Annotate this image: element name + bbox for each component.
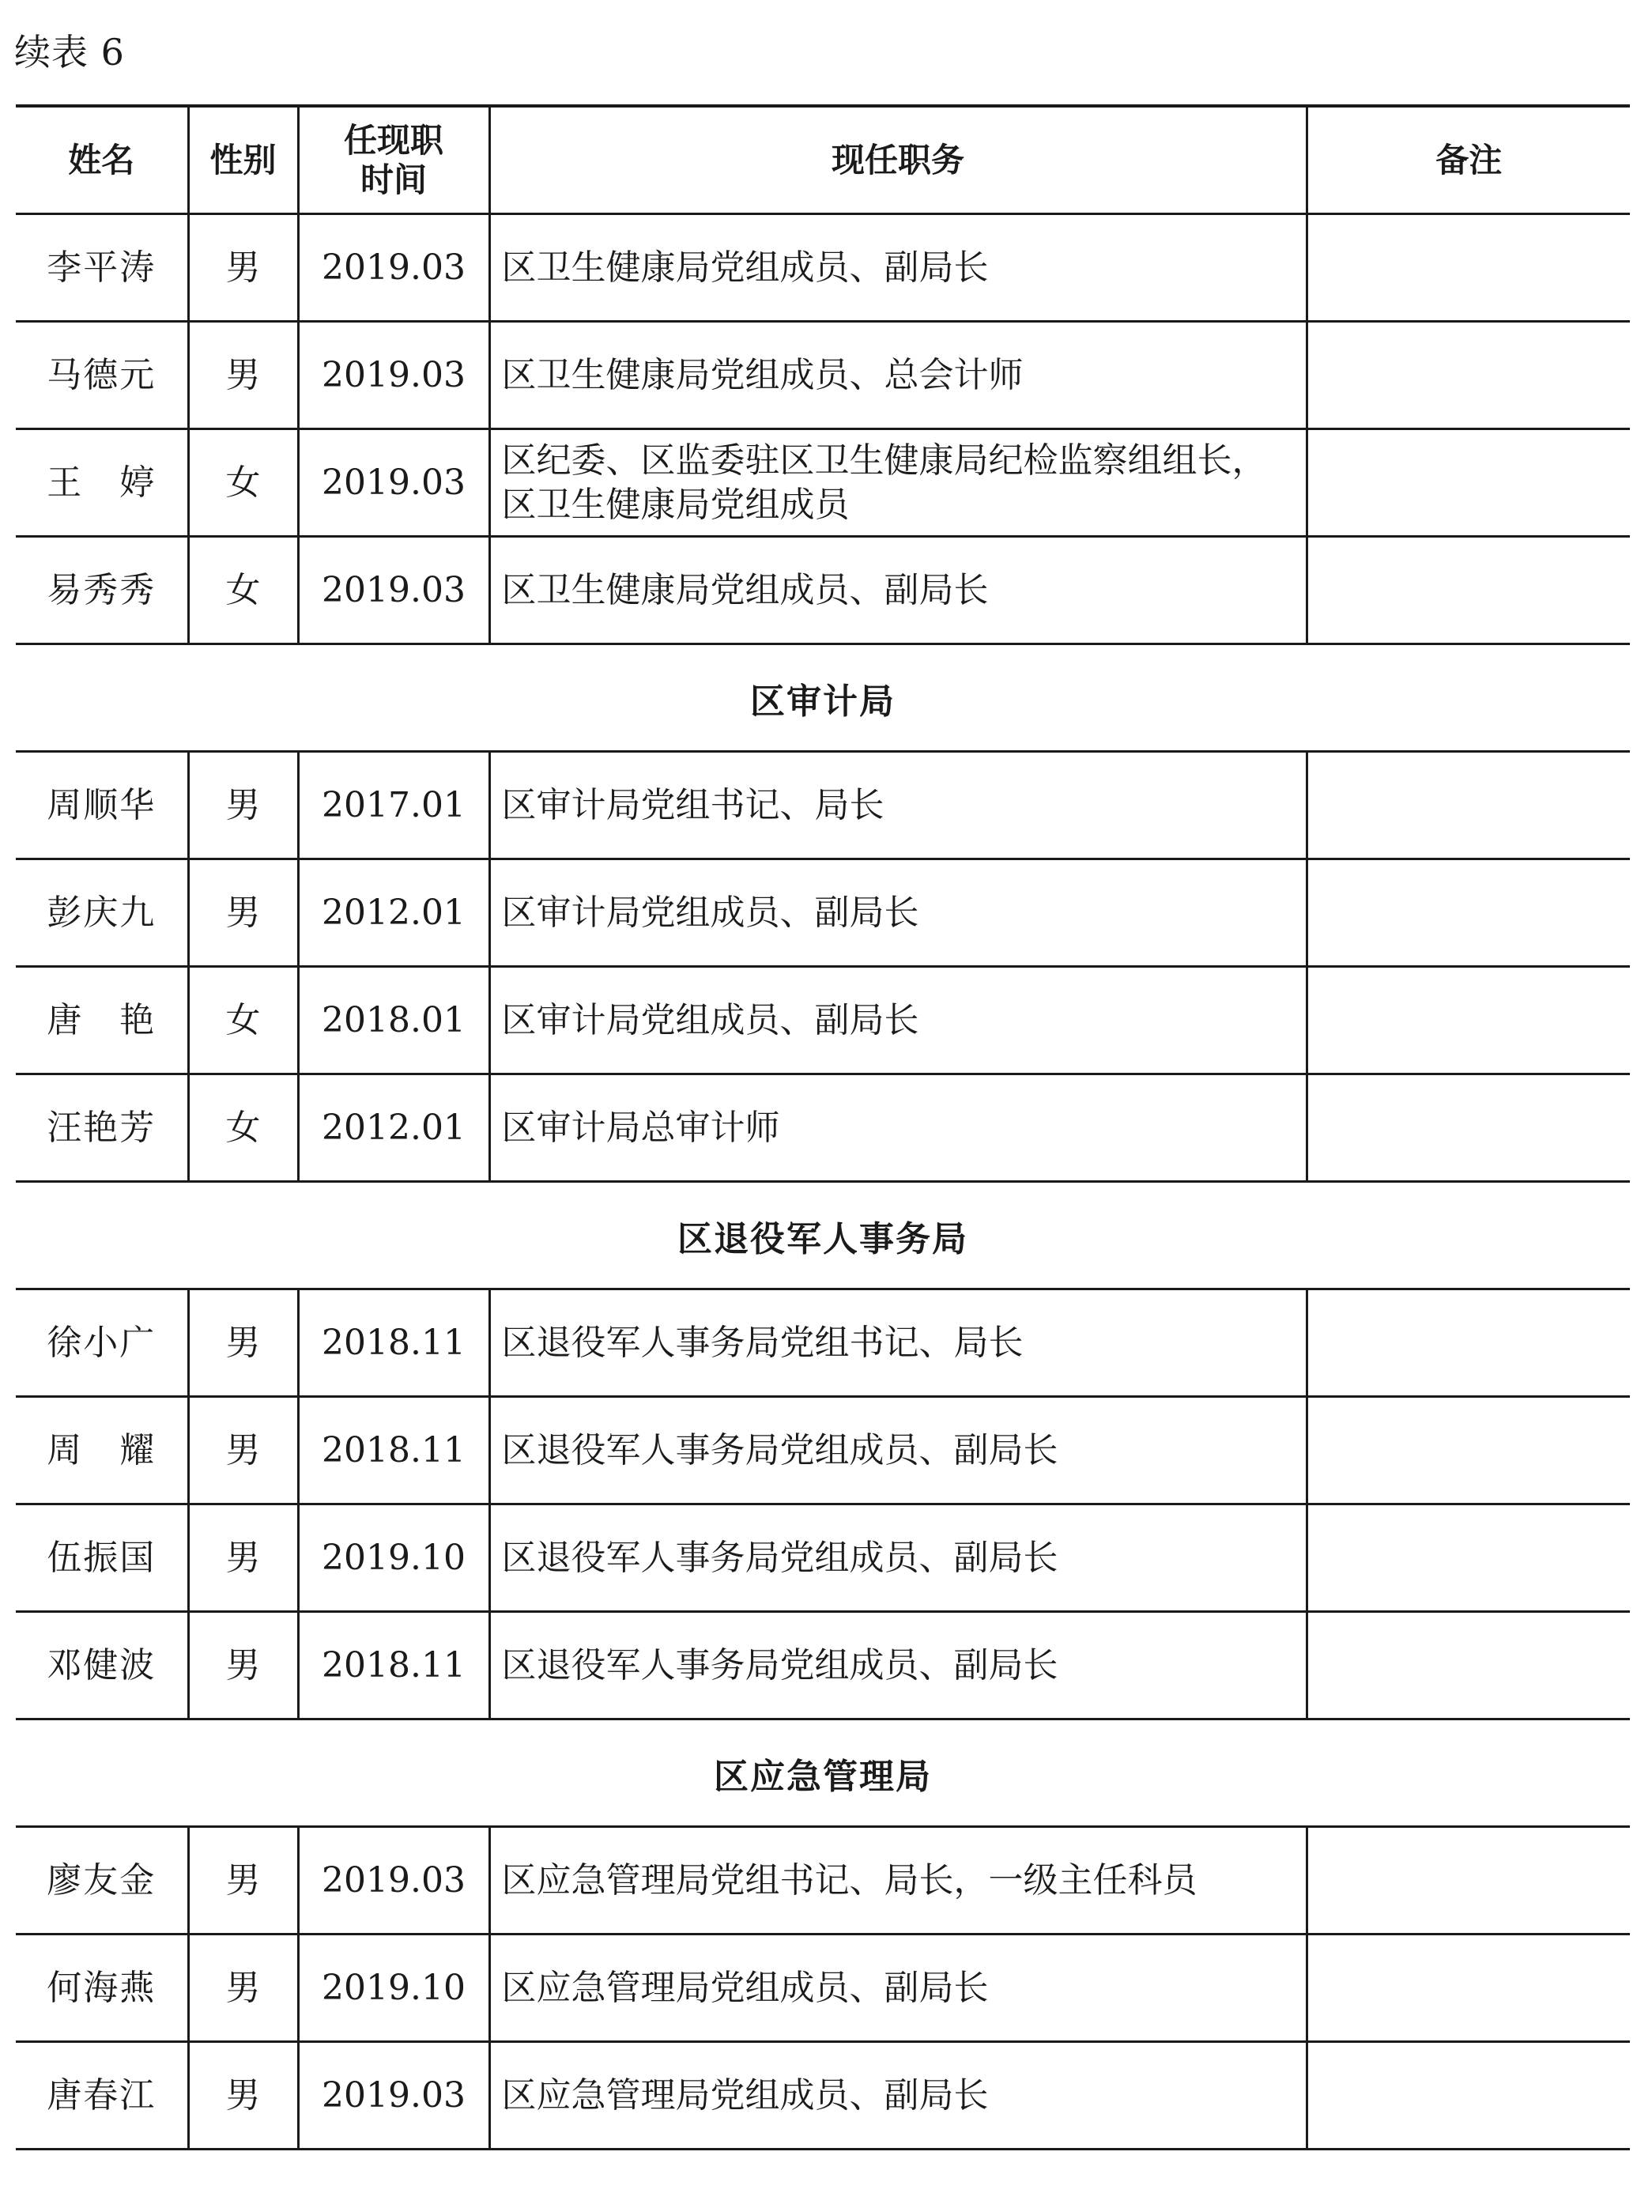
cell-gender: 男 xyxy=(188,752,298,859)
cell-name xyxy=(16,1935,188,2042)
person-name: 邓健波 xyxy=(47,1644,157,1685)
cell-name xyxy=(16,429,188,537)
section-title: 区审计局 xyxy=(16,644,1630,752)
cell-time: 2018.11 xyxy=(298,1289,489,1397)
duty-line: 区应急管理局党组成员、副局长 xyxy=(501,2074,989,2116)
table-row xyxy=(16,967,1630,1074)
cell-gender: 女 xyxy=(188,967,298,1074)
cell-time: 2019.10 xyxy=(298,1504,489,1612)
person-name: 马德元 xyxy=(47,354,157,395)
cell-note xyxy=(1307,1504,1630,1612)
cell-duty xyxy=(489,859,1307,967)
cell-name xyxy=(16,537,188,644)
header-gender: 性别 xyxy=(188,106,298,214)
person-name: 唐春江 xyxy=(47,2074,157,2116)
cell-duty xyxy=(489,1397,1307,1504)
person-name: 廖友金 xyxy=(47,1859,157,1901)
table-header-row xyxy=(16,106,1630,214)
cell-name xyxy=(16,1397,188,1504)
cell-note xyxy=(1307,859,1630,967)
cell-name xyxy=(16,859,188,967)
cell-name xyxy=(16,322,188,429)
cell-time: 2019.10 xyxy=(298,1935,489,2042)
person-name: 何海燕 xyxy=(47,1967,157,2008)
cell-duty xyxy=(489,1612,1307,1719)
cell-name xyxy=(16,967,188,1074)
cell-note xyxy=(1307,967,1630,1074)
cell-time: 2019.03 xyxy=(298,1827,489,1935)
cell-name xyxy=(16,1074,188,1182)
cell-name xyxy=(16,214,188,322)
cell-name xyxy=(16,2042,188,2150)
table-row xyxy=(16,1827,1630,1935)
person-name: 汪艳芳 xyxy=(47,1107,157,1148)
header-time-line1: 任现职 xyxy=(343,120,443,160)
cell-gender: 男 xyxy=(188,1504,298,1612)
cell-gender: 男 xyxy=(188,322,298,429)
table-row xyxy=(16,1074,1630,1182)
cell-time: 2018.01 xyxy=(298,967,489,1074)
duty-line: 区退役军人事务局党组成员、副局长 xyxy=(501,1644,1058,1685)
duty-line: 区卫生健康局党组成员 xyxy=(501,484,850,525)
cell-gender: 男 xyxy=(188,1397,298,1504)
table-row xyxy=(16,1612,1630,1719)
cell-note xyxy=(1307,322,1630,429)
cell-time: 2019.03 xyxy=(298,429,489,537)
cell-duty xyxy=(489,1935,1307,2042)
cell-note xyxy=(1307,2042,1630,2150)
table-row xyxy=(16,1504,1630,1612)
cell-name xyxy=(16,1827,188,1935)
duty-line: 区审计局党组成员、副局长 xyxy=(501,892,919,933)
header-duty: 现任职务 xyxy=(489,106,1307,214)
person-name: 王 婷 xyxy=(47,462,157,503)
section-header-row xyxy=(16,1719,1630,1827)
cell-time: 2019.03 xyxy=(298,322,489,429)
table-row xyxy=(16,429,1630,537)
duty-line: 区应急管理局党组书记、局长，一级主任科员 xyxy=(501,1859,1198,1901)
cell-name xyxy=(16,1289,188,1397)
duty-line: 区应急管理局党组成员、副局长 xyxy=(501,1967,989,2008)
cell-note xyxy=(1307,214,1630,322)
section-header-row xyxy=(16,644,1630,752)
section-title: 区应急管理局 xyxy=(16,1719,1630,1827)
header-name: 姓名 xyxy=(16,106,188,214)
table-body xyxy=(16,214,1630,2150)
cell-duty xyxy=(489,2042,1307,2150)
cell-time: 2019.03 xyxy=(298,2042,489,2150)
table-row xyxy=(16,1935,1630,2042)
cell-note xyxy=(1307,429,1630,537)
cell-duty xyxy=(489,752,1307,859)
personnel-table xyxy=(16,104,1630,2150)
cell-time: 2019.03 xyxy=(298,214,489,322)
header-time-line2: 时间 xyxy=(360,160,427,199)
cell-duty xyxy=(489,1504,1307,1612)
table-row xyxy=(16,2042,1630,2150)
cell-time: 2017.01 xyxy=(298,752,489,859)
cell-duty xyxy=(489,322,1307,429)
table-caption: 续表 6 xyxy=(14,31,125,74)
cell-time: 2019.03 xyxy=(298,537,489,644)
cell-duty xyxy=(489,1289,1307,1397)
cell-time: 2018.11 xyxy=(298,1397,489,1504)
cell-time: 2012.01 xyxy=(298,1074,489,1182)
duty-line: 区退役军人事务局党组成员、副局长 xyxy=(501,1429,1058,1470)
table-row xyxy=(16,1397,1630,1504)
header-time xyxy=(298,106,489,214)
duty-line: 区审计局总审计师 xyxy=(501,1107,780,1148)
duty-line: 区卫生健康局党组成员、副局长 xyxy=(501,247,989,288)
table-row xyxy=(16,537,1630,644)
cell-duty xyxy=(489,537,1307,644)
cell-time: 2012.01 xyxy=(298,859,489,967)
cell-name xyxy=(16,1612,188,1719)
cell-note xyxy=(1307,1612,1630,1719)
cell-duty xyxy=(489,429,1307,537)
cell-note xyxy=(1307,1827,1630,1935)
person-name: 徐小广 xyxy=(47,1322,157,1363)
table-row xyxy=(16,752,1630,859)
table-row xyxy=(16,322,1630,429)
person-name: 伍振国 xyxy=(47,1537,157,1578)
table-row xyxy=(16,1289,1630,1397)
cell-note xyxy=(1307,1289,1630,1397)
cell-gender: 男 xyxy=(188,1289,298,1397)
duty-line: 区纪委、区监委驻区卫生健康局纪检监察组组长， xyxy=(501,440,1267,481)
cell-duty xyxy=(489,214,1307,322)
cell-note xyxy=(1307,1397,1630,1504)
person-name: 彭庆九 xyxy=(47,892,157,933)
cell-gender: 男 xyxy=(188,214,298,322)
person-name: 周 耀 xyxy=(47,1429,157,1470)
cell-duty xyxy=(489,967,1307,1074)
duty-line: 区卫生健康局党组成员、总会计师 xyxy=(501,354,1024,395)
cell-gender: 女 xyxy=(188,429,298,537)
duty-line: 区退役军人事务局党组书记、局长 xyxy=(501,1322,1024,1363)
duty-line: 区卫生健康局党组成员、副局长 xyxy=(501,569,989,610)
cell-time: 2018.11 xyxy=(298,1612,489,1719)
cell-note xyxy=(1307,1074,1630,1182)
cell-name xyxy=(16,1504,188,1612)
person-name: 李平涛 xyxy=(47,247,157,288)
duty-line: 区审计局党组成员、副局长 xyxy=(501,999,919,1040)
person-name: 周顺华 xyxy=(47,784,157,825)
header-note: 备注 xyxy=(1307,106,1630,214)
cell-gender: 男 xyxy=(188,859,298,967)
duty-line: 区审计局党组书记、局长 xyxy=(501,784,884,825)
cell-note xyxy=(1307,537,1630,644)
cell-gender: 女 xyxy=(188,1074,298,1182)
cell-gender: 女 xyxy=(188,537,298,644)
cell-note xyxy=(1307,752,1630,859)
cell-duty xyxy=(489,1074,1307,1182)
table-row xyxy=(16,859,1630,967)
section-title: 区退役军人事务局 xyxy=(16,1182,1630,1289)
table-row xyxy=(16,214,1630,322)
section-header-row xyxy=(16,1182,1630,1289)
cell-duty xyxy=(489,1827,1307,1935)
cell-gender: 男 xyxy=(188,1612,298,1719)
duty-line: 区退役军人事务局党组成员、副局长 xyxy=(501,1537,1058,1578)
cell-gender: 男 xyxy=(188,1935,298,2042)
person-name: 唐 艳 xyxy=(47,999,157,1040)
cell-note xyxy=(1307,1935,1630,2042)
cell-gender: 男 xyxy=(188,1827,298,1935)
cell-gender: 男 xyxy=(188,2042,298,2150)
cell-name xyxy=(16,752,188,859)
person-name: 易秀秀 xyxy=(47,569,157,610)
